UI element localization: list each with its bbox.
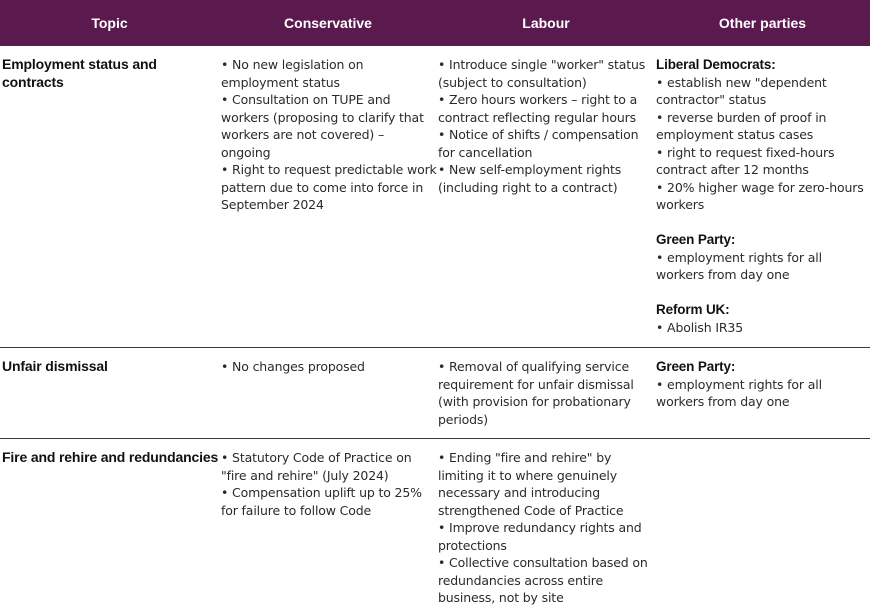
other-parties-cell xyxy=(655,439,870,615)
list-item: • Abolish IR35 xyxy=(656,319,744,335)
list-item: • Compensation uplift up to 25% for failure to follow Code xyxy=(221,485,422,518)
conservative-cell xyxy=(219,348,437,439)
list-item: • employment rights for all workers from day one xyxy=(656,376,822,409)
header-conservative: Conservative xyxy=(219,0,437,46)
labour-cell xyxy=(437,439,655,615)
list-item: • reverse burden of proof in employment status cases xyxy=(656,109,827,142)
spacer xyxy=(656,214,870,232)
conservative-cell xyxy=(219,46,437,348)
list-item: • Zero hours workers – right to a contract reflecting regular hours xyxy=(438,92,638,125)
list-item: • 20% higher wage for zero-hours workers xyxy=(656,179,864,212)
other-parties-cell xyxy=(655,46,870,348)
list-item: • Ending "fire and rehire" by limiting it to where genuinely necessary and introducing strengthened Code of Practice xyxy=(438,450,624,518)
topic-cell: Unfair dismissal xyxy=(0,348,219,439)
header-topic: Topic xyxy=(0,0,219,46)
list-item: • No changes proposed xyxy=(221,359,365,374)
list-item: • No new legislation on employment status xyxy=(221,57,364,90)
labour-cell xyxy=(437,46,655,348)
spacer xyxy=(656,284,870,302)
list-item: • Removal of qualifying service requirement for unfair dismissal (with provision for probationary periods) xyxy=(438,359,634,427)
list-item: • employment rights for all workers from day one xyxy=(656,249,822,282)
list-item: • Collective consultation based on redundancies across entire business, not by site xyxy=(438,555,648,605)
list-item: • Consultation on TUPE and workers (proposing to clarify that workers are not covered) – ongoing xyxy=(221,92,424,160)
table-row xyxy=(0,348,870,439)
party-name: Reform UK: xyxy=(656,302,730,317)
header-labour: Labour xyxy=(437,0,655,46)
table-row xyxy=(0,46,870,348)
topic-cell: Fire and rehire and redundancies xyxy=(2,449,219,465)
list-item: • Introduce single "worker" status (subject to consultation) xyxy=(438,57,646,90)
list-item: • establish new "dependent contractor" status xyxy=(656,74,827,107)
party-name: Liberal Democrats: xyxy=(656,57,776,72)
list-item: • New self-employment rights (including right to a contract) xyxy=(438,162,622,195)
list-item: • right to request fixed-hours contract after 12 months xyxy=(656,144,835,177)
list-item: • Statutory Code of Practice on "fire and rehire" (July 2024) xyxy=(221,450,412,483)
party-name: Green Party: xyxy=(656,359,736,374)
other-parties-cell xyxy=(655,348,870,439)
table-header xyxy=(0,0,870,46)
header-other-parties: Other parties xyxy=(655,0,870,46)
list-item: • Right to request predictable work pattern due to come into force in September 2024 xyxy=(221,162,437,212)
list-item: • Notice of shifts / compensation for cancellation xyxy=(438,127,639,160)
table-row xyxy=(0,439,870,615)
topic-cell: Employment status and contracts xyxy=(0,46,219,348)
list-item: • Improve redundancy rights and protections xyxy=(438,520,642,553)
conservative-cell xyxy=(219,439,437,615)
party-name: Green Party: xyxy=(656,232,736,247)
labour-cell xyxy=(437,348,655,439)
